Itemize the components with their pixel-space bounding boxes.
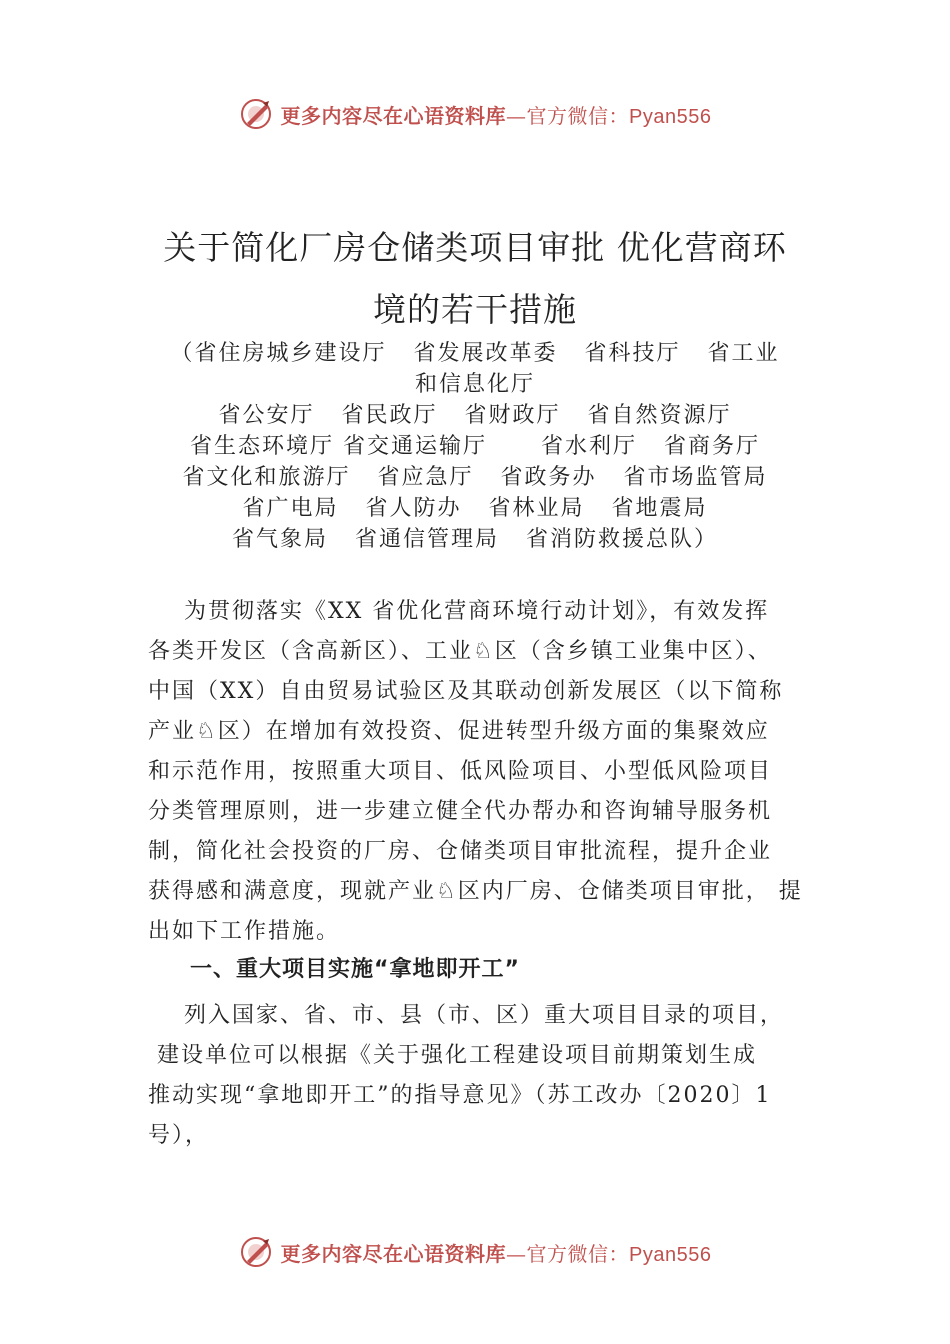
- text-line: 为贯彻落实《XX 省优化营商环境行动计划》，有效发挥: [148, 599, 770, 624]
- header-watermark: [0, 94, 950, 134]
- text-line: 产业♘区）在增加有效投资、促进转型升级方面的集聚效应: [148, 719, 770, 744]
- issuer-line: 省广电局 省人防办 省林业局 省地震局: [242, 496, 708, 521]
- issuer-line: （省住房城乡建设厅 省发展改革委 省科技厅 省工业: [170, 341, 780, 366]
- text-line: 号），: [148, 1123, 210, 1148]
- text-line: 推动实现“拿地即开工”的指导意见》（苏工改办〔2020〕1: [148, 1083, 772, 1108]
- issuer-line: 省生态环境厅 省交通运输厅 省水利厅 省商务厅: [190, 434, 760, 459]
- text-line: 列入国家、省、市、县（市、区）重大项目目录的项目，: [148, 1003, 784, 1028]
- text-line: 中国（XX）自由贸易试验区及其联动创新发展区（以下简称: [148, 679, 784, 704]
- section-1-paragraph: [148, 996, 818, 1156]
- quill-seal-icon: [239, 1235, 273, 1269]
- watermark-text: 更多内容尽在心语资料库—官方微信：Pyan556: [280, 103, 712, 128]
- intro-paragraph: [148, 592, 818, 952]
- issuer-line: 和信息化厅: [414, 372, 535, 397]
- text-line: 分类管理原则，进一步建立健全代办帮办和咨询辅导服务机: [148, 799, 773, 824]
- footer-watermark: [0, 1232, 950, 1272]
- text-line: 制，简化社会投资的厂房、仓储类项目审批流程，提升企业: [148, 839, 773, 864]
- issuer-line: 省公安厅 省民政厅 省财政厅 省自然资源厅: [218, 403, 732, 428]
- section-heading-1: 一、重大项目实施“拿地即开工”: [190, 957, 520, 982]
- text-line: 各类开发区（含高新区）、工业♘区（含乡镇工业集中区）、: [148, 639, 772, 664]
- text-line: 和示范作用，按照重大项目、低风险项目、小型低风险项目: [148, 759, 773, 784]
- text-line: 出如下工作措施。: [148, 919, 341, 944]
- issuer-line: 省文化和旅游厅 省应急厅 省政务办 省市场监管局: [182, 465, 768, 490]
- watermark-text: 更多内容尽在心语资料库—官方微信：Pyan556: [280, 1241, 712, 1266]
- text-line: 建设单位可以根据《关于强化工程建设项目前期策划生成: [148, 1043, 757, 1068]
- issuer-line: 省气象局 省通信管理局 省消防救援总队）: [232, 527, 718, 552]
- document-title-line-2: 境的若干措施: [373, 290, 577, 329]
- quill-seal-icon: [239, 97, 273, 131]
- issuing-departments: [0, 338, 950, 555]
- text-line: 获得感和满意度，现就产业♘区内厂房、仓储类项目审批， 提: [148, 879, 803, 904]
- document-title-line-1: 关于简化厂房仓储类项目审批 优化营商环: [163, 228, 787, 267]
